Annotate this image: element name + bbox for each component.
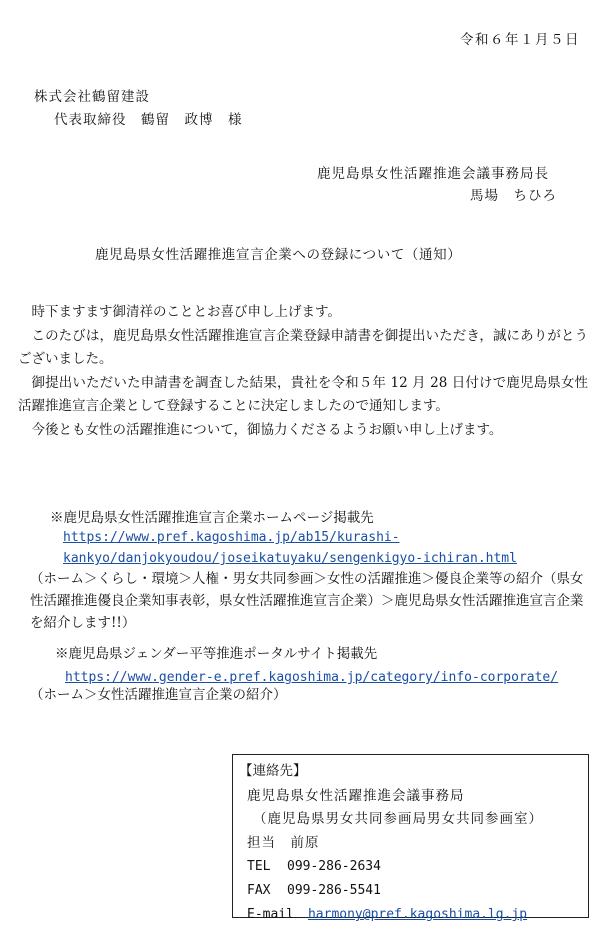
letter-date: 令和６年１月５日	[460, 32, 580, 48]
tel-value: 099-286-2634	[287, 859, 381, 874]
contact-tel	[247, 860, 381, 873]
homepage-url-link-continued[interactable]: kankyo/danjokyoudou/joseikatuyaku/sengenkigyo-ichiran.html	[63, 551, 517, 566]
recipient-person: 代表取締役 鶴留 政博 様	[54, 112, 243, 128]
portal-url-link[interactable]: https://www.gender-e.pref.kagoshima.jp/category/info-corporate/	[65, 670, 559, 685]
sender-organization: 鹿児島県女性活躍推進会議事務局長	[317, 166, 549, 182]
body-paragraph: 御提出いただいた申請書を調査した結果，貴社を令和５年 12 月 28 日付けで鹿児島県女性活躍推進宣言企業として登録することに決定しましたので通知します。	[18, 374, 588, 414]
recipient-company: 株式会社鶴留建設	[34, 89, 150, 105]
contact-box	[232, 754, 589, 922]
sender-person: 馬場 ちひろ	[470, 188, 557, 204]
contact-email	[247, 908, 527, 921]
contact-person: 担当 前原	[247, 835, 320, 851]
body-paragraph: 今後とも女性の活躍推進について，御協力くださるようお願い申し上げます。	[31, 421, 503, 438]
contact-title: 【連絡先】	[239, 763, 307, 779]
email-link[interactable]: harmony@pref.kagoshima.lg.jp	[307, 907, 528, 922]
fax-label: FAX	[247, 883, 271, 898]
contact-fax	[247, 884, 381, 897]
portal-breadcrumb-path: （ホーム＞女性活躍推進宣言企業の紹介）	[30, 687, 287, 703]
email-label: E-mail	[247, 907, 294, 922]
letter-subject: 鹿児島県女性活躍推進宣言企業への登録について（通知）	[95, 247, 462, 263]
homepage-breadcrumb-path: （ホーム＞くらし・環境＞人権・男女共同参画＞女性の活躍推進＞優良企業等の紹介（県女性活躍推進優良企業知事表彰，県女性活躍推進宣言企業）＞鹿児島県女性活躍推進宣言企業を紹介します!!）	[30, 571, 584, 631]
tel-label: TEL	[247, 859, 271, 874]
contact-department: （鹿児島県男女共同参画局男女共同参画室）	[253, 811, 543, 827]
fax-value: 099-286-5541	[287, 883, 381, 898]
body-paragraph: 時下ますます御清祥のこととお喜び申し上げます。	[31, 304, 341, 320]
homepage-url-link[interactable]: https://www.pref.kagoshima.jp/ab15/kurashi-	[63, 530, 400, 545]
homepage-section-title: ※鹿児島県女性活躍推進宣言企業ホームページ掲載先	[50, 510, 374, 526]
letter-body	[18, 301, 588, 442]
body-paragraph: このたびは，鹿児島県女性活躍推進宣言企業登録申請書を御提出いただき，誠にありがとうございました。	[18, 327, 588, 367]
portal-section-title: ※鹿児島県ジェンダー平等推進ポータルサイト掲載先	[55, 646, 378, 662]
contact-organization: 鹿児島県女性活躍推進会議事務局	[247, 788, 465, 804]
